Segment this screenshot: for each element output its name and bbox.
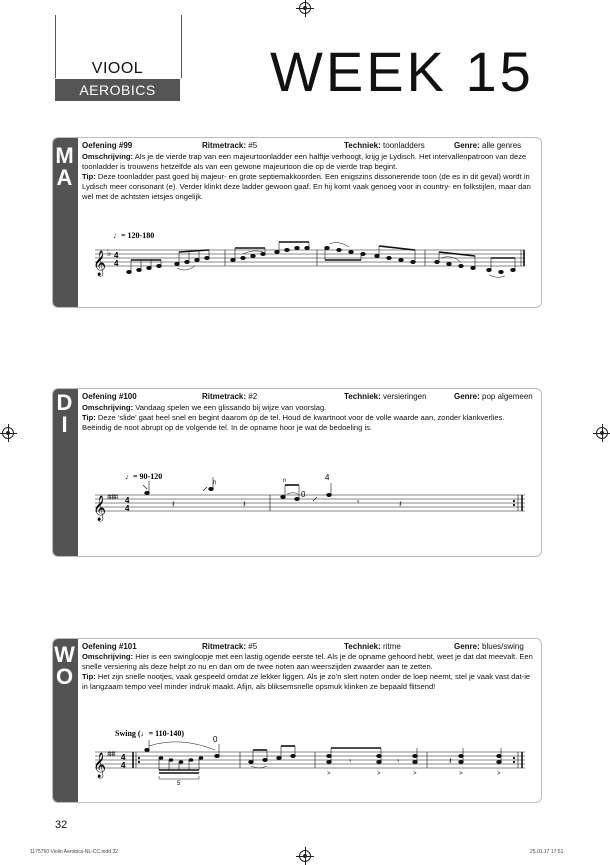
tempo-marking: Swing (♩= 110-140) <box>115 729 185 738</box>
rest-icon: 𝄽 <box>172 499 175 509</box>
time-signature-top: 4 <box>114 251 119 260</box>
tip-text: Deze ‘slide’ gaat heel snel en begint daarom óp de tel. Houd de kwartnoot voor de volle waarde aan, zonder klankverlies. Beëindig de noot abrupt op de volgende tel. In de opname hoor je wat de bedoeling is. <box>82 413 505 432</box>
rest-icon: 𝄾 <box>357 497 360 507</box>
flat-sign-icon: ♭ <box>107 248 112 258</box>
series-label: AEROBICS <box>55 79 180 101</box>
day-letter: I <box>61 412 68 437</box>
description-text: Als je de vierde trap van een majeurtoonladder een halftje verhoogt, krijg je Lydisch. Het intervallenpatroon van deze toonladder is trouwens hetzelfde als van een gewone majeurtoon die op de vierde trap begint. <box>82 152 527 171</box>
key-signature-icon: ♯♯♯♯ <box>107 494 117 501</box>
time-signature-top: 4 <box>125 496 130 505</box>
registration-mark-top <box>299 2 311 14</box>
fingering-number: 0 <box>213 735 218 744</box>
track-label: Ritmetrack: <box>202 392 247 401</box>
rest-icon: 𝄽 <box>243 499 246 509</box>
registration-mark-bottom <box>299 850 311 862</box>
time-signature-bottom: 4 <box>125 504 130 513</box>
rest-icon: 𝄽 <box>399 499 402 509</box>
registration-mark-right <box>596 427 608 439</box>
tempo-marking: ♩= 120-180 <box>113 231 155 240</box>
treble-clef-icon: 𝄞 <box>93 496 107 521</box>
day-letter: M <box>55 143 74 168</box>
tip-label: Tip: <box>82 672 96 681</box>
registration-mark-left <box>2 427 14 439</box>
genre-value: blues/swing <box>482 642 524 651</box>
technique-label: Techniek: <box>344 642 381 651</box>
description-label: Omschrijving: <box>82 152 134 161</box>
print-timestamp: 25.01.17 17:51 <box>530 849 564 855</box>
rest-icon: 𝄽 <box>449 756 452 766</box>
day-letter: D <box>56 390 73 415</box>
technique-label: Techniek: <box>344 141 381 150</box>
instrument-label: VIOOL <box>91 60 144 77</box>
description-label: Omschrijving: <box>82 403 134 412</box>
day-letter: W <box>54 642 75 667</box>
description-label: Omschrijving: <box>82 652 134 661</box>
exercise-number: Oefening #101 <box>82 642 137 651</box>
exercise-description <box>82 652 534 692</box>
fingering-number: 4 <box>325 473 330 482</box>
genre-value: pop algemeen <box>482 392 533 401</box>
tip-text: Het zijn snelle nootjes, vaak gespeeld omdat ze lekker liggen. Als je zo’n slert noten onder de loep neemt, stel je vaak vast dat-ie in langzaam tempo veel minder indruk maakt. Afijn, als bliksemsnelle opsmuk klinken ze bepaald flitsend! <box>82 672 531 691</box>
genre-label: Genre: <box>454 141 480 150</box>
treble-clef-icon: 𝄞 <box>93 753 107 778</box>
fingering-number: 0 <box>301 490 306 499</box>
file-name: 1175750 Violin Aerobics-NL-CC.indd 32 <box>30 849 118 855</box>
exercise-meta <box>82 140 534 152</box>
music-staff-di <box>85 468 530 528</box>
exercise-number: Oefening #99 <box>82 141 133 150</box>
description-text: Vandaag spelen we een glissando bij wijze van voorslag. <box>135 403 327 412</box>
genre-label: Genre: <box>454 392 480 401</box>
tempo-marking: ♩= 90-120 <box>125 472 163 481</box>
tuplet-number: 5 <box>177 781 181 787</box>
time-signature-bottom: 4 <box>114 259 119 268</box>
rest-icon: 𝄾 <box>397 756 400 766</box>
svg-text:>: > <box>377 771 381 777</box>
time-signature-bottom: 4 <box>121 761 126 770</box>
exercise-number: Oefening #100 <box>82 392 137 401</box>
page-number: 32 <box>55 819 68 831</box>
exercise-meta <box>82 391 534 403</box>
time-signature-top: 4 <box>121 753 126 762</box>
svg-text:>: > <box>413 771 417 777</box>
genre-value: alle genres <box>482 141 522 150</box>
technique-value: ritme <box>382 642 401 651</box>
tip-text: Deze toonladder past goed bij majeur- en grote septiemakkoorden. Een enigszins dissonerende toon (de es in dit geval) wordt in Lydisch meer consonant (e). Verder klinkt deze ladder gewoon gaaf. En hij komt vaak genoeg voor in country- en folkstijlen, maar dan wel met de achtsten ietsjes ongelijk. <box>82 172 531 201</box>
genre-label: Genre: <box>454 642 480 651</box>
rest-icon: 𝄾 <box>349 756 352 766</box>
svg-text:n: n <box>213 480 217 486</box>
track-value: #5 <box>248 642 258 651</box>
exercise-description <box>82 152 534 202</box>
technique-value: versieringen <box>382 392 427 401</box>
technique-label: Techniek: <box>344 392 381 401</box>
svg-text:>: > <box>327 771 331 777</box>
description-text: Hier is een swingloopje met een lastig ogende eerste tel. Als je de opname gehoord hebt, weet je dat dat meevalt. Een snelle versiering als deze helpt zo nu en dan om de twee noten aan weerszijden zwaarder aan te zetten. <box>82 652 533 671</box>
tip-label: Tip: <box>82 413 96 422</box>
svg-text:>: > <box>459 771 463 777</box>
day-letter: A <box>56 165 73 190</box>
page-title: WEEK 15 <box>270 40 534 103</box>
music-staff-ma <box>85 225 530 285</box>
track-label: Ritmetrack: <box>202 141 247 150</box>
track-value: #5 <box>248 141 258 150</box>
track-value: #2 <box>248 392 258 401</box>
svg-text:n: n <box>283 478 287 484</box>
music-staff-wo <box>85 722 530 788</box>
svg-text:>: > <box>497 771 501 777</box>
tip-label: Tip: <box>82 172 96 181</box>
day-letter: O <box>55 664 74 689</box>
key-signature-icon: ♯♯♯ <box>107 751 115 758</box>
treble-clef-icon: 𝄞 <box>93 251 107 276</box>
exercise-description <box>82 403 534 433</box>
technique-value: toonladders <box>382 141 425 150</box>
track-label: Ritmetrack: <box>202 642 247 651</box>
